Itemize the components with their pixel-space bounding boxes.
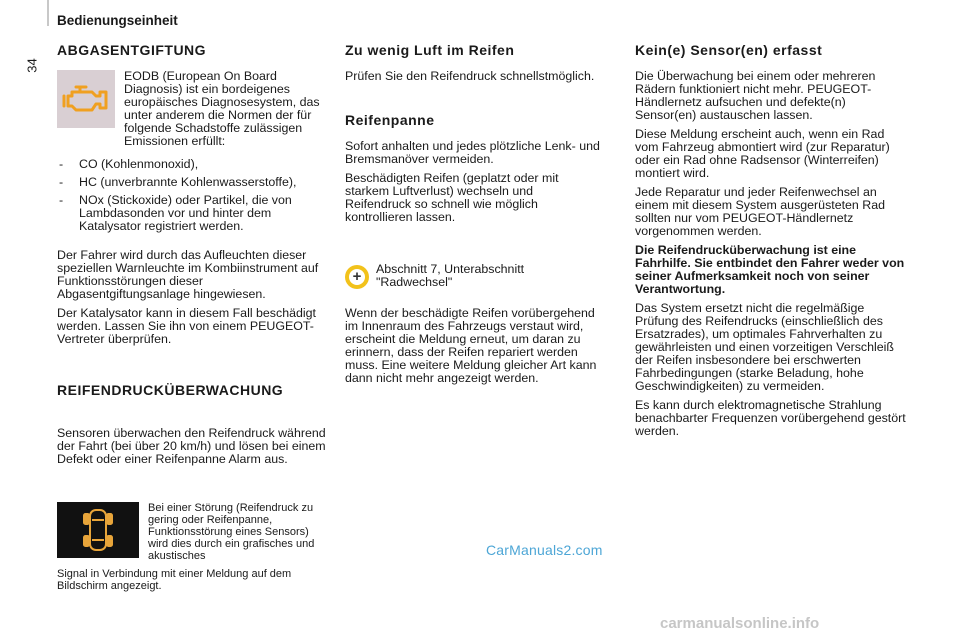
eodb-text: EODB (European On Board Diagnosis) ist ein bordeigenes europäisches Diagnosesystem, das unter anderem die Normen der für folgende Schadstoffe zulässigen Emissionen erfüllt: [124,69,320,148]
sensor-paragraph-6: Es kann durch elektromagnetische Strahlung benachbarter Frequenzen vorübergehend gestört werden. [635,398,906,438]
engine-warning-icon [62,82,110,116]
watermark: CarManuals2.com [486,542,603,558]
sensor-paragraph-1: Die Überwachung bei einem oder mehreren Rädern funktioniert nicht mehr. PEUGEOT-Händlernetz aufsuchen und defekte(n) Sensor(en) austauschen lassen. [635,69,876,122]
tire-pressure-warning-icon [78,504,118,556]
low-air-title: Zu wenig Luft im Reifen [345,42,515,58]
pollutant-list [57,158,329,238]
page-number: 34 [24,58,40,73]
sensor-text [635,70,907,444]
puncture-paragraph-1: Sofort anhalten und jedes plötzliche Lenk- und Bremsmanöver vermeiden. [345,139,600,166]
abgas-title: ABGASENTGIFTUNG [57,42,207,58]
catalyst-paragraph: Der Katalysator kann in diesem Fall beschädigt werden. Lassen Sie ihn von einem PEUGEOT-Vertreter überprüfen. [57,306,316,346]
reference-line-1: Abschnitt 7, Unterabschnitt [376,262,525,276]
tire-pressure-text: Sensoren überwachen den Reifendruck während der Fahrt (bei über 20 km/h) und lösen bei einem Defekt oder einer Reifenpanne Alarm aus. [57,426,326,466]
sensor-paragraph-3: Jede Reparatur und jeder Reifenwechsel an einem mit diesem System ausgerüsteten Rad sollten nur vom PEUGEOT-Händlernetz vorgenommen werden. [635,185,885,238]
tpms-warning-box [57,502,139,558]
sensor-title: Kein(e) Sensor(en) erfasst [635,42,823,58]
puncture-title: Reifenpanne [345,112,435,128]
warning-paragraph: Der Fahrer wird durch das Aufleuchten dieser speziellen Warnleuchte im Kombiinstrument auf Funktionsstörungen dieser Abgasentgiftungsanlage hingewiesen. [57,248,319,301]
reference-line-2: "Radwechsel" [376,275,453,289]
sensor-warning-bold: Die Reifendrucküberwachung ist eine Fahrhilfe. Sie entbindet den Fahrer weder von seiner Aufmerksamkeit noch von seiner Verantwortung. [635,243,905,296]
tpms-note: Bei einer Störung (Reifendruck zu gering oder Reifenpanne, Funktionsstörung eines Sensors) wird dies durch ein grafisches und akustisches [148,502,315,562]
low-air-text: Prüfen Sie den Reifendruck schnellstmöglich. [345,69,595,83]
footer-text: carmanualsonline.info [660,615,820,632]
header-divider [47,0,49,26]
list-item: - CO (Kohlenmonoxid), [57,158,329,171]
list-item: - NOx (Stickoxide) oder Partikel, die von Lambdasonden vor und hinter dem Katalysator registriert werden. [57,194,329,233]
sensor-paragraph-5: Das System ersetzt nicht die regelmäßige Prüfung des Reifendrucks (einschließlich des Ersatzrades), um optimales Fahrverhalten zu gewährleisten und einen vorzeitigen Verschleiß der Reifen insbesondere bei erschwerten Fahrbedingungen (starke Beladung, hohe Geschwindigkeiten) zu vermeiden. [635,301,894,393]
engine-warning-box [57,70,115,128]
list-item: - HC (unverbrannte Kohlenwasserstoffe), [57,176,329,189]
section-header: Bedienungseinheit [57,13,178,28]
puncture-paragraph-2: Beschädigten Reifen (geplatzt oder mit starkem Luftverlust) wechseln und Reifendruck so schnell wie möglich kontrollieren lassen. [345,171,559,224]
puncture-text [345,140,600,230]
tpms-note-continued: Signal in Verbindung mit einer Meldung auf dem Bildschirm angezeigt. [57,568,292,592]
abgas-paragraphs [57,249,329,352]
sensor-paragraph-2: Diese Meldung erscheint auch, wenn ein Rad vom Fahrzeug abmontiert wird (zur Reparatur) oder ein Rad ohne Radsensor (Winterreifen) montiert wird. [635,127,890,180]
tire-pressure-title: REIFENDRUCKÜBERWACHUNG [57,382,284,398]
section-reference [376,263,596,289]
plus-reference-icon: + [345,265,369,289]
stored-tire-text: Wenn der beschädigte Reifen vorübergehend im Innenraum des Fahrzeugs verstaut wird, erscheint die Meldung erneut, um daran zu erinnern, dass der Reifen repariert werden muss. Eine weitere Meldung gleicher Art kann dann nicht mehr angezeigt werden. [345,306,597,385]
